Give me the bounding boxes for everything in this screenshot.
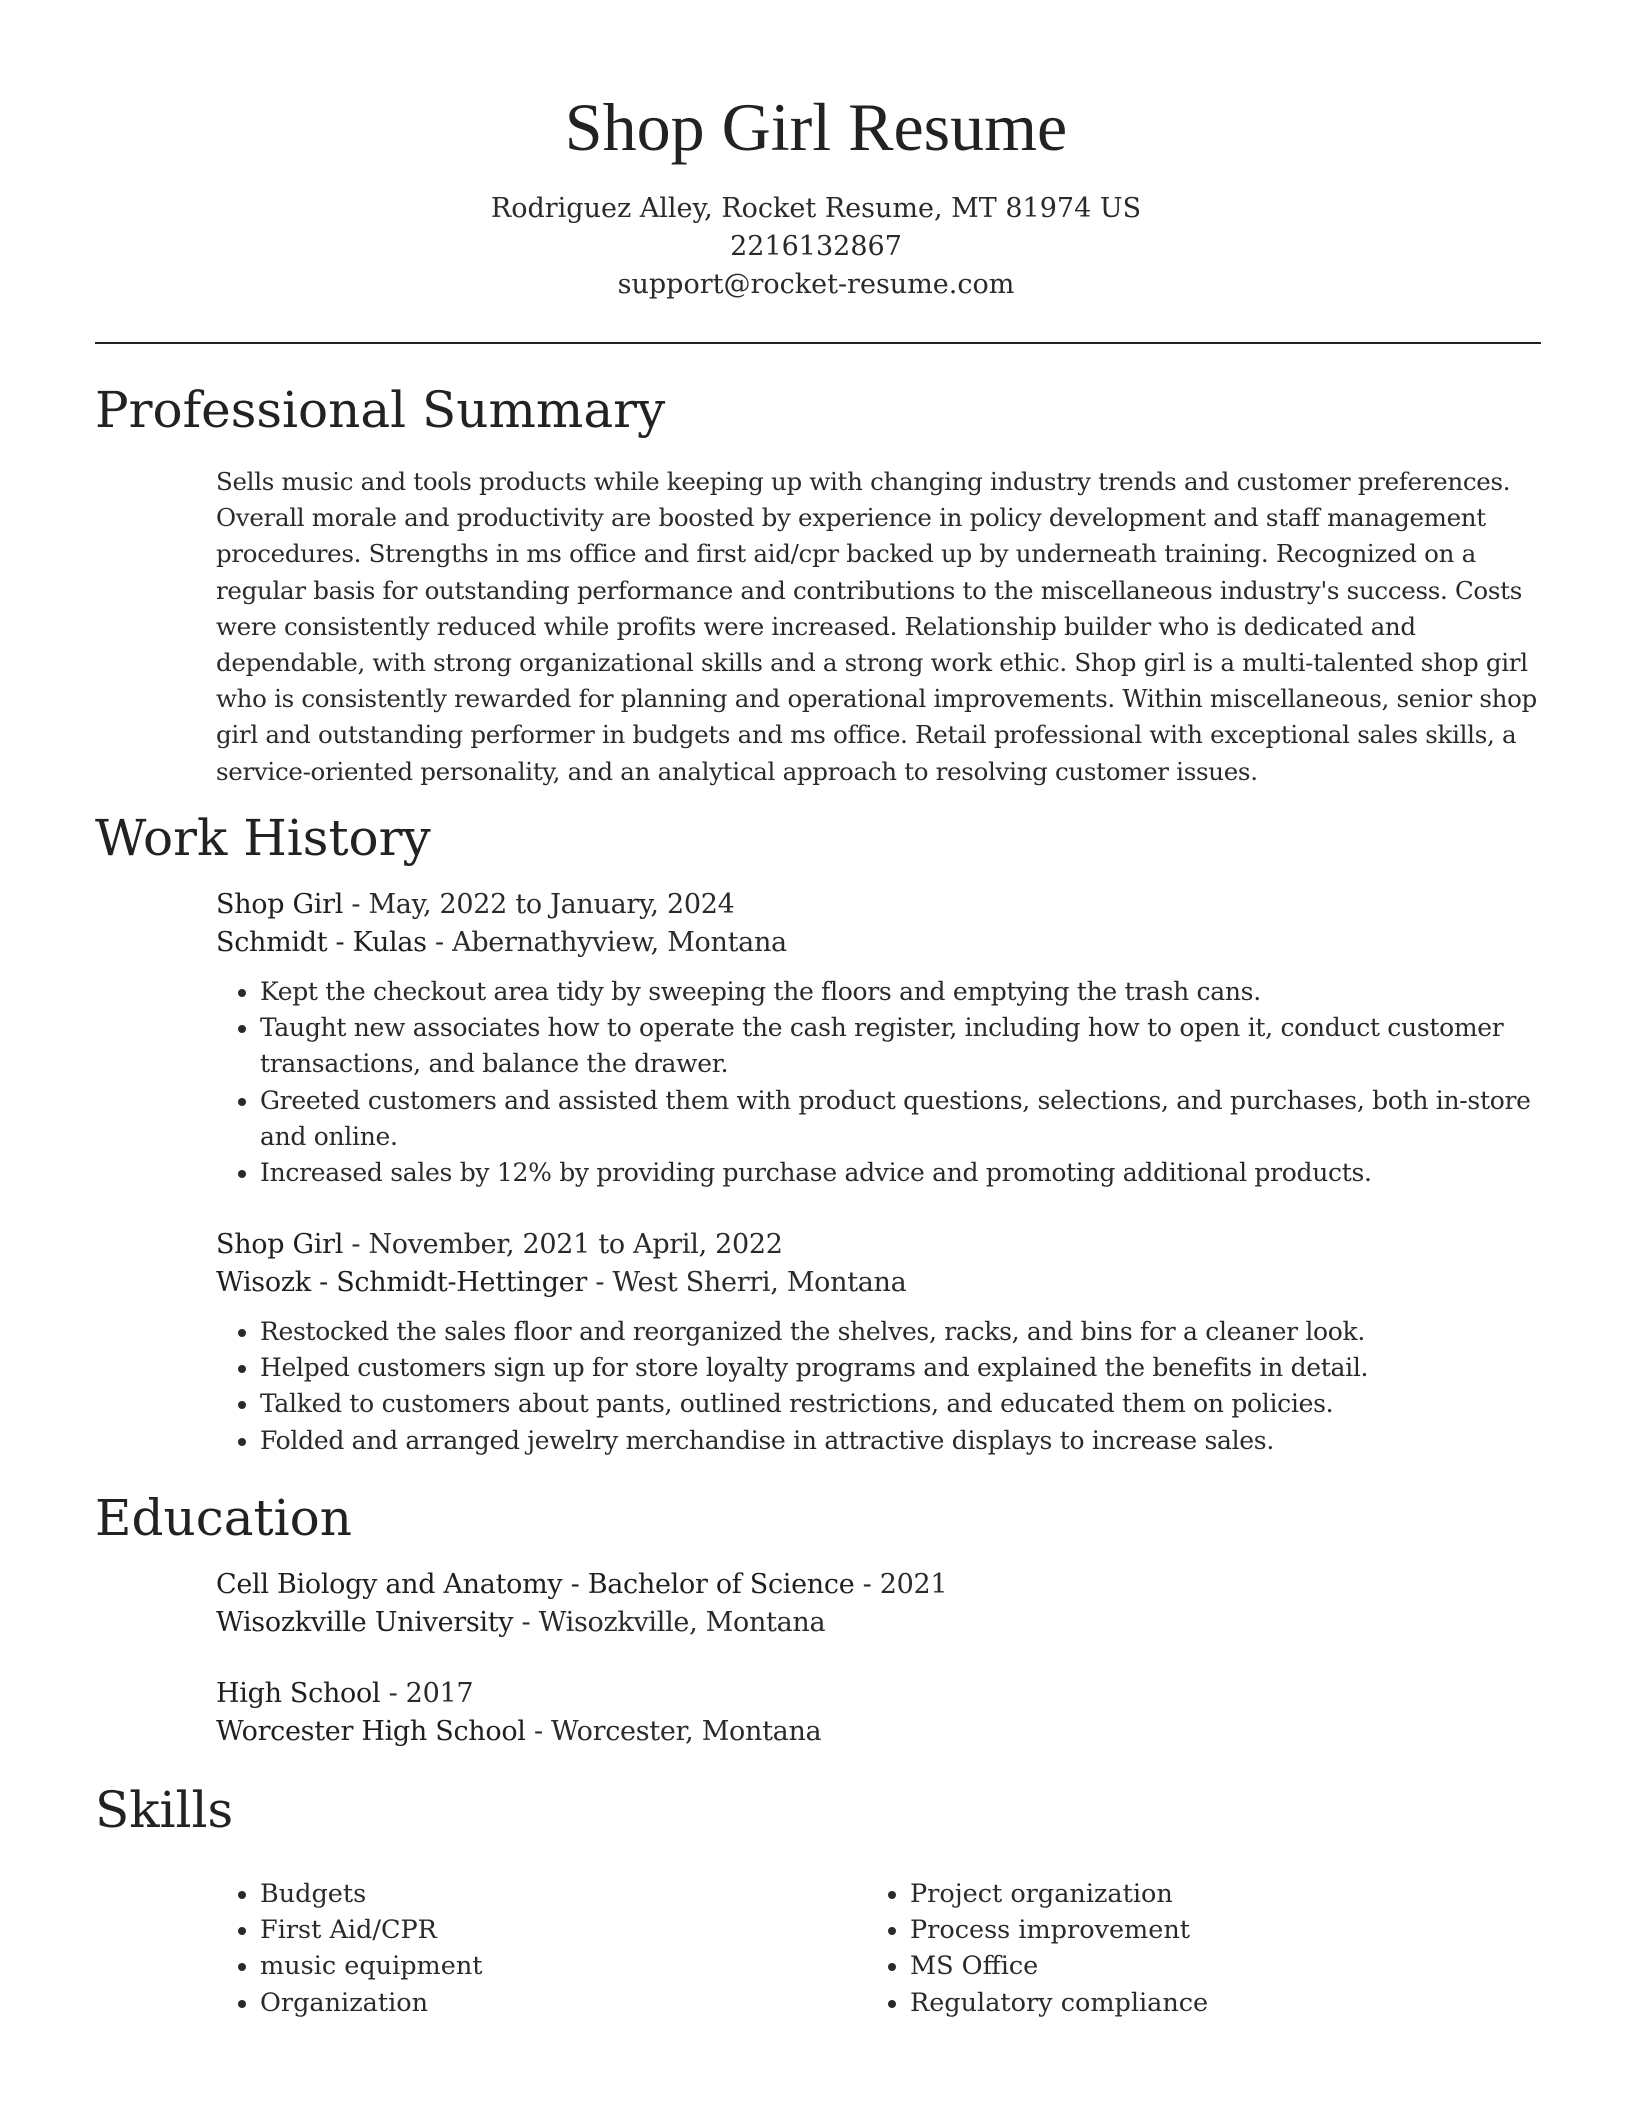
education-school-line: [216, 1604, 1546, 1642]
skill-item: • Organization: [260, 1985, 866, 2021]
section-title-summary: Professional Summary: [95, 381, 666, 439]
skills-column-right: [866, 1876, 1516, 2021]
job-dates: - November, 2021 to April, 2022: [343, 1229, 783, 1260]
education-degree-line: [216, 1675, 1546, 1713]
education-location: - Worcester, Montana: [525, 1716, 822, 1747]
skill-item: • Budgets: [260, 1876, 866, 1912]
list-item: • Folded and arranged jewelry merchandise in attractive displays to increase sales.: [260, 1423, 1546, 1459]
job-location: - Abernathyview, Montana: [426, 927, 787, 958]
list-item: • Helped customers sign up for store loyalty programs and explained the benefits in detail.: [260, 1350, 1546, 1386]
list-item: • Kept the checkout area tidy by sweeping the floors and emptying the trash cans.: [260, 974, 1546, 1010]
contact-email: support@rocket-resume.com: [617, 269, 1015, 300]
education-year: - 2017: [380, 1678, 474, 1709]
job-duties-list: [216, 1314, 1546, 1459]
job-role: Shop Girl: [216, 1229, 344, 1260]
skill-item: • Regulatory compliance: [910, 1985, 1516, 2021]
job-company-line: [216, 1264, 1546, 1302]
skill-item: • Project organization: [910, 1876, 1516, 1912]
job-entry: [216, 886, 1546, 1191]
section-title-work-history: Work History: [95, 809, 431, 867]
contact-address: Rodriguez Alley, Rocket Resume, MT 81974 US: [490, 193, 1142, 224]
resume-title: Shop Girl Resume: [564, 89, 1068, 165]
list-item: • Increased sales by 12% by providing purchase advice and promoting additional products.: [260, 1155, 1546, 1191]
education-entry: [216, 1675, 1546, 1751]
job-title-line: [216, 1226, 1546, 1264]
education-location: - Wisozkville, Montana: [513, 1607, 826, 1638]
education-degree-line: [216, 1566, 1546, 1604]
education-year: - 2021: [854, 1569, 948, 1600]
contact-phone: 2216132867: [730, 231, 902, 262]
section-title-skills: Skills: [95, 1781, 234, 1839]
job-title-line: [216, 886, 1546, 924]
job-entry: [216, 1226, 1546, 1459]
job-company-line: [216, 924, 1546, 962]
job-company: Schmidt - Kulas: [216, 927, 427, 958]
section-title-education: Education: [95, 1489, 352, 1547]
education-entry: [216, 1566, 1546, 1642]
contact-block: [0, 190, 1632, 304]
list-item: • Taught new associates how to operate the cash register, including how to open it, conduct customer transactions, and balance the drawer.: [260, 1010, 1546, 1082]
job-dates: - May, 2022 to January, 2024: [343, 889, 735, 920]
skill-item: • First Aid/CPR: [260, 1912, 866, 1948]
education-school-line: [216, 1713, 1546, 1751]
job-role: Shop Girl: [216, 889, 344, 920]
education-degree: High School: [216, 1678, 381, 1709]
header-divider: [95, 342, 1541, 344]
skill-item: • MS Office: [910, 1948, 1516, 1984]
skills-column-left: [216, 1876, 866, 2021]
education-degree: Cell Biology and Anatomy - Bachelor of Science: [216, 1569, 855, 1600]
list-item: • Talked to customers about pants, outlined restrictions, and educated them on policies.: [260, 1386, 1546, 1422]
job-location: - West Sherri, Montana: [587, 1267, 907, 1298]
list-item: • Greeted customers and assisted them with product questions, selections, and purchases, both in-store and online.: [260, 1083, 1546, 1155]
list-item: • Restocked the sales floor and reorganized the shelves, racks, and bins for a cleaner look.: [260, 1314, 1546, 1350]
skill-item: • music equipment: [260, 1948, 866, 1984]
skill-item: • Process improvement: [910, 1912, 1516, 1948]
skills-list: [216, 1876, 1546, 2021]
summary-text: Sells music and tools products while keeping up with changing industry trends and customer preferences. Overall morale and productivity are boosted by experience in policy development and staff management procedures. Strengths in ms office and first aid/cpr backed up by underneath training. Recognized on a regular basis for outstanding performance and contributions to the miscellaneous industry's success. Costs were consistently reduced while profits were increased. Relationship builder who is dedicated and dependable, with strong organizational skills and a strong work ethic. Shop girl is a multi-talented shop girl who is consistently rewarded for planning and operational improvements. Within miscellaneous, senior shop girl and outstanding performer in budgets and ms office. Retail professional with exceptional sales skills, a service-oriented personality, and an analytical approach to resolving customer issues.: [216, 467, 1537, 786]
education-school: Worcester High School: [216, 1716, 526, 1747]
job-company: Wisozk - Schmidt-Hettinger: [216, 1267, 588, 1298]
job-duties-list: [216, 974, 1546, 1191]
education-school: Wisozkville University: [216, 1607, 514, 1638]
